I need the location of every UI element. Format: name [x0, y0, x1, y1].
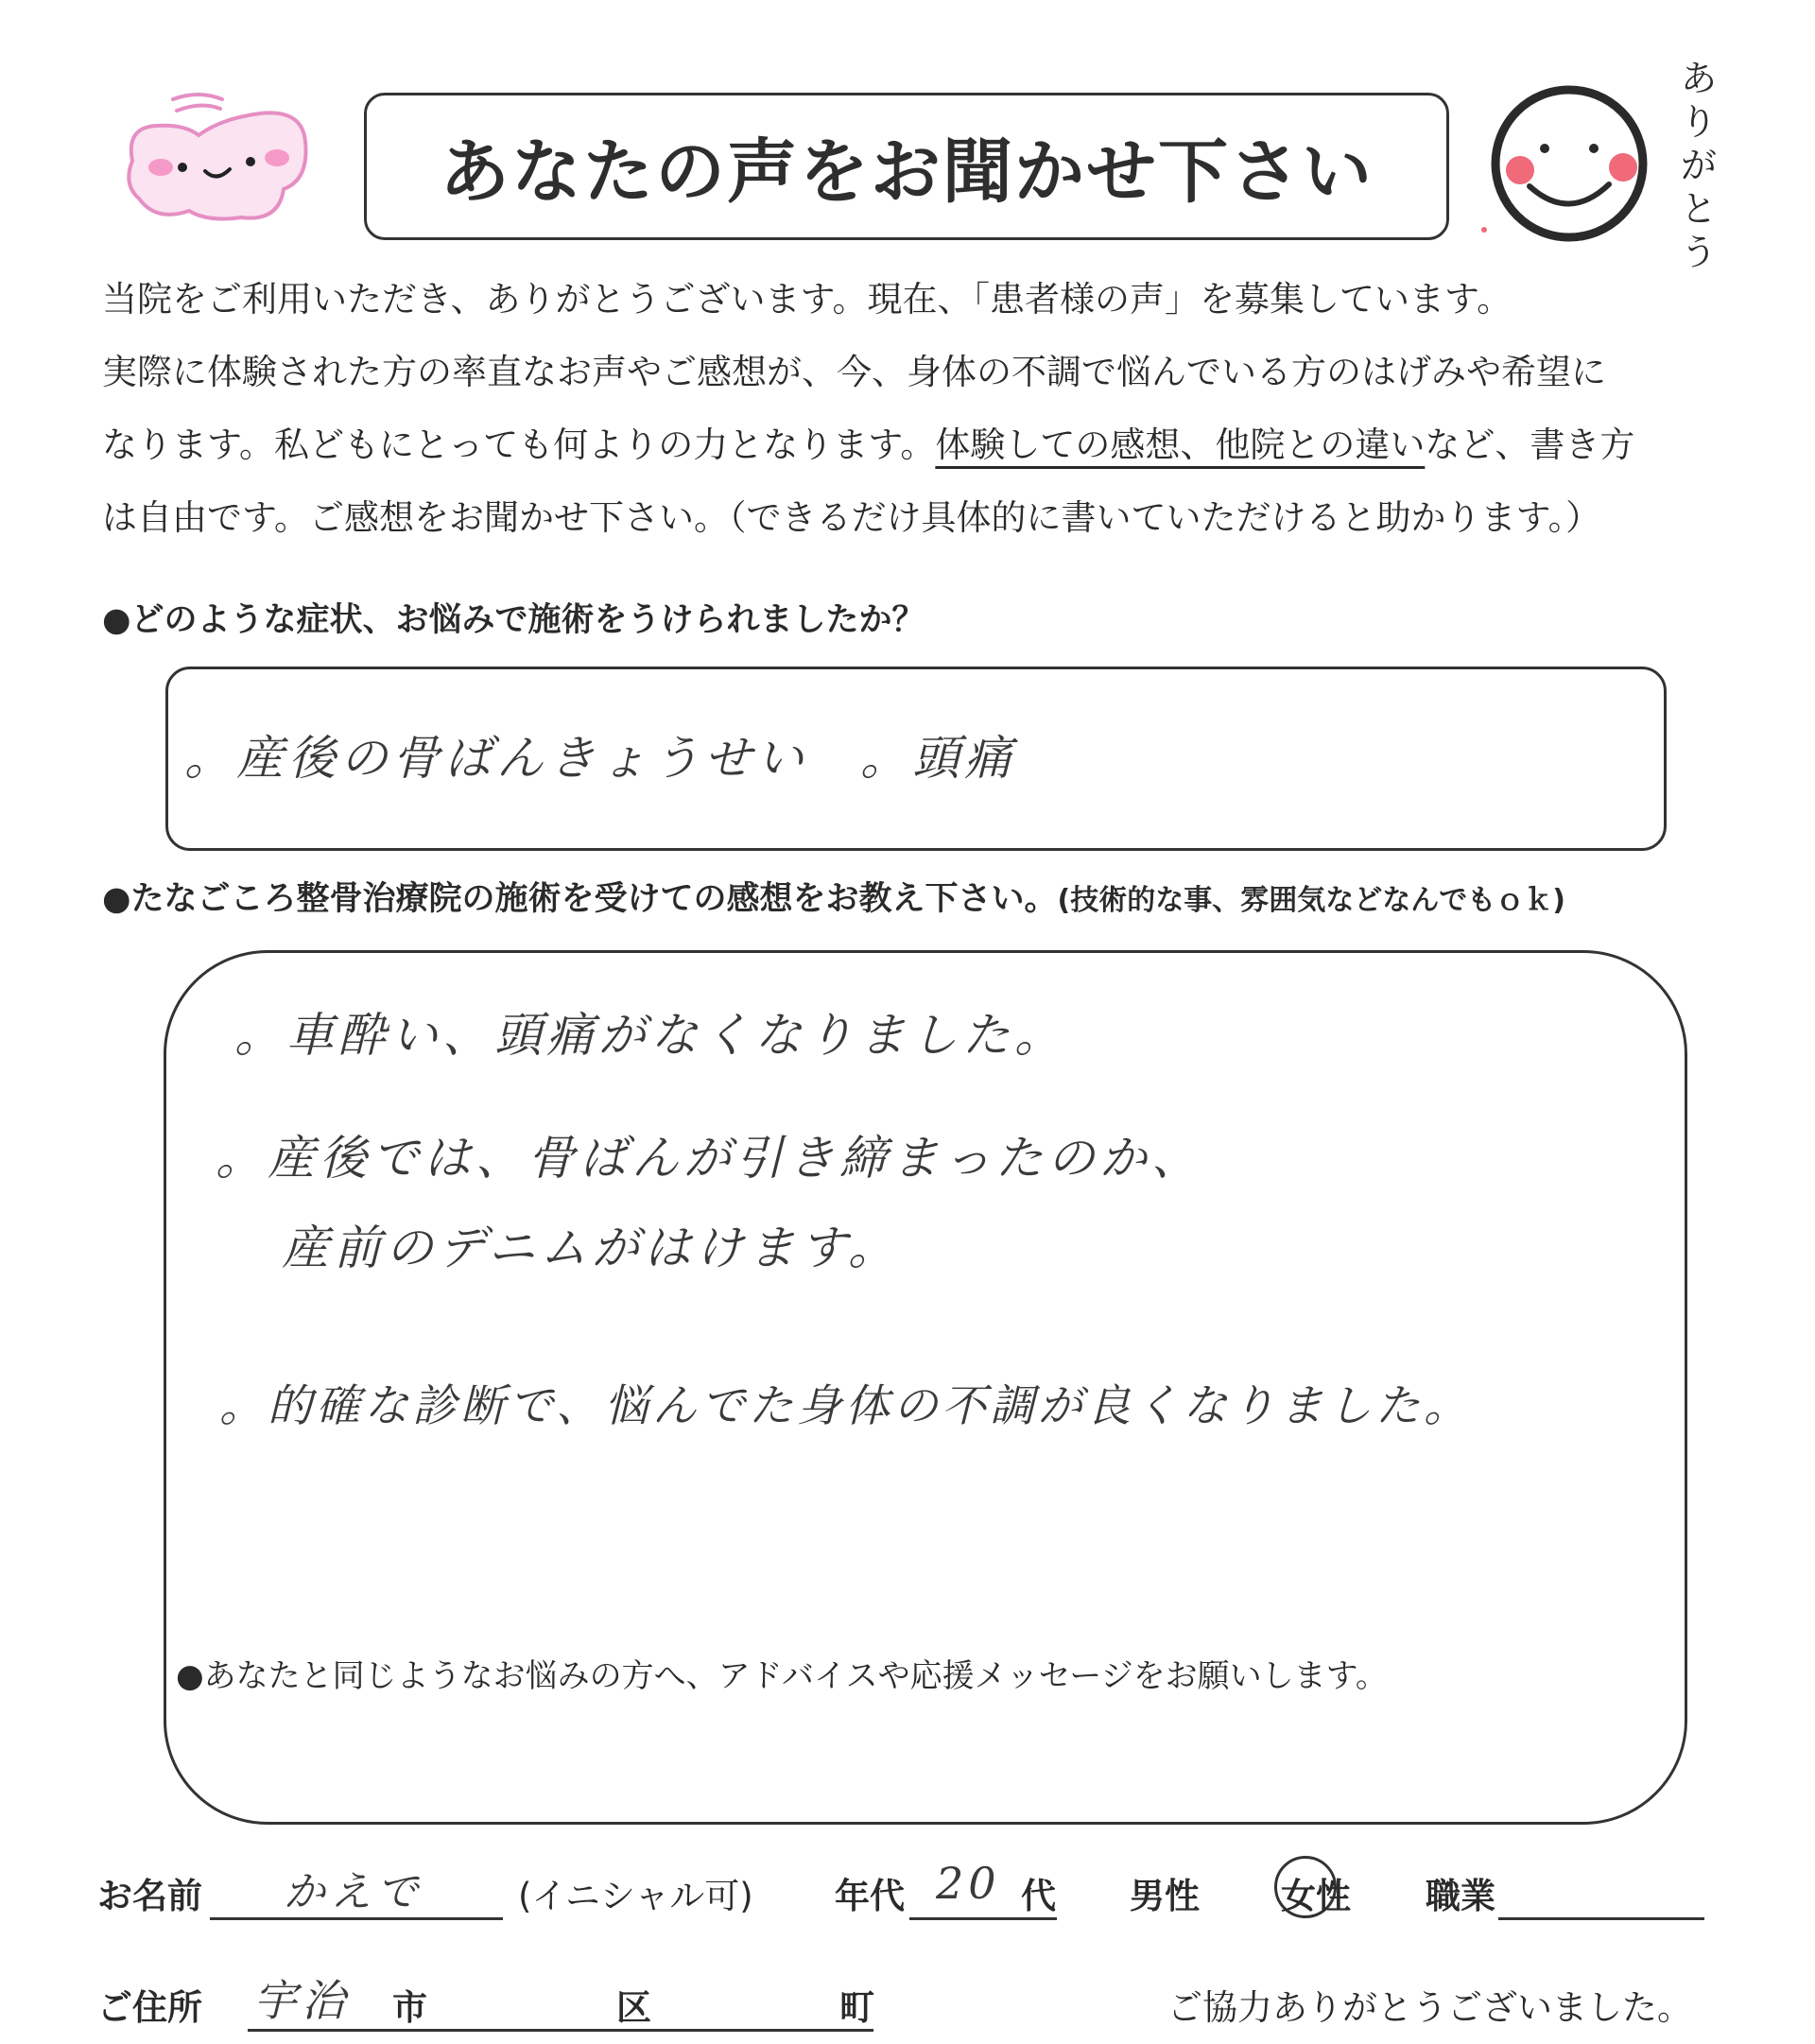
- question-2-text: ●たなごころ整骨治療院の施術を受けての感想をお教え下さい。: [102, 880, 1058, 918]
- intro-line-2: 実際に体験された方の率直なお声やご感想が、今、身体の不調で悩んでいる方のはげみや希望に: [102, 352, 1606, 392]
- closing-message: ご協力ありがとうございました。: [1167, 1987, 1692, 2028]
- intro-line-3a: なります。私どもにとっても何よりの力となります。: [102, 424, 936, 465]
- name-value: かえで: [284, 1868, 423, 1916]
- intro-line-4: は自由です。ご感想をお聞かせ下さい。（できるだけ具体的に書いていただけると助かります。）: [102, 497, 1601, 538]
- age-label: 年代: [835, 1876, 905, 1916]
- ward-label: 区: [616, 1987, 651, 2028]
- age-suffix: 代: [1021, 1876, 1056, 1916]
- answer-2-line-2: 。産後では、骨ばんが引き締まったのか、: [216, 1131, 1203, 1186]
- smiley-face-illustration: [1475, 80, 1659, 246]
- thanks-vertical-text: ありがとう: [1681, 58, 1718, 273]
- name-underline: [210, 1917, 503, 1920]
- question-1-label: ●どのような症状、お悩みで施術をうけられましたか？: [102, 601, 925, 639]
- intro-paragraph: [102, 263, 1737, 554]
- mascot-illustration: [118, 90, 321, 232]
- name-label: お名前: [97, 1876, 202, 1916]
- question-2-note: (技術的な事、雰囲気などなんでもｏｋ): [1057, 884, 1565, 917]
- answer-2-line-4: 。的確な診断で、悩んでた身体の不調が良くなりました。: [219, 1380, 1473, 1432]
- gender-male[interactable]: 男性: [1130, 1876, 1200, 1916]
- page-title: あなたの声をお聞かせ下さい: [440, 131, 1374, 213]
- address-value: 宇治: [253, 1975, 350, 2026]
- initial-note: (イニシャル可): [518, 1876, 753, 1916]
- intro-line-3: [102, 408, 1737, 481]
- occupation-underline[interactable]: [1498, 1917, 1704, 1920]
- address-underline[interactable]: [248, 2029, 873, 2032]
- answer-2-line-3: 産前のデニムがはけます。: [282, 1221, 900, 1275]
- city-label: 市: [392, 1987, 427, 2028]
- intro-line-1: 当院をご利用いただき、ありがとうございます。現在、「患者様の声」を募集しています。: [102, 279, 1512, 320]
- title-box: [364, 93, 1449, 240]
- gender-female[interactable]: 女性: [1281, 1876, 1351, 1916]
- answer-2-line-1: 。車酔い、頭痛がなくなりました。: [234, 1008, 1066, 1063]
- underlined-phrase: 体験しての感想、他院との違い: [935, 424, 1426, 465]
- intro-line-3c: など、書き方: [1425, 424, 1635, 465]
- answer-1-text: 。産後の骨ばんきょうせい 。頭痛: [184, 731, 1016, 786]
- age-value: 20: [936, 1858, 1001, 1909]
- occupation-label: 職業: [1426, 1876, 1495, 1916]
- age-underline: [909, 1917, 1057, 1920]
- question-3-label: ●あなたと同じようなお悩みの方へ、アドバイスや応援メッセージをお願いします。: [176, 1657, 1388, 1695]
- question-2-label: [102, 873, 1565, 920]
- address-label: ご住所: [97, 1987, 202, 2028]
- town-label: 町: [839, 1987, 874, 2028]
